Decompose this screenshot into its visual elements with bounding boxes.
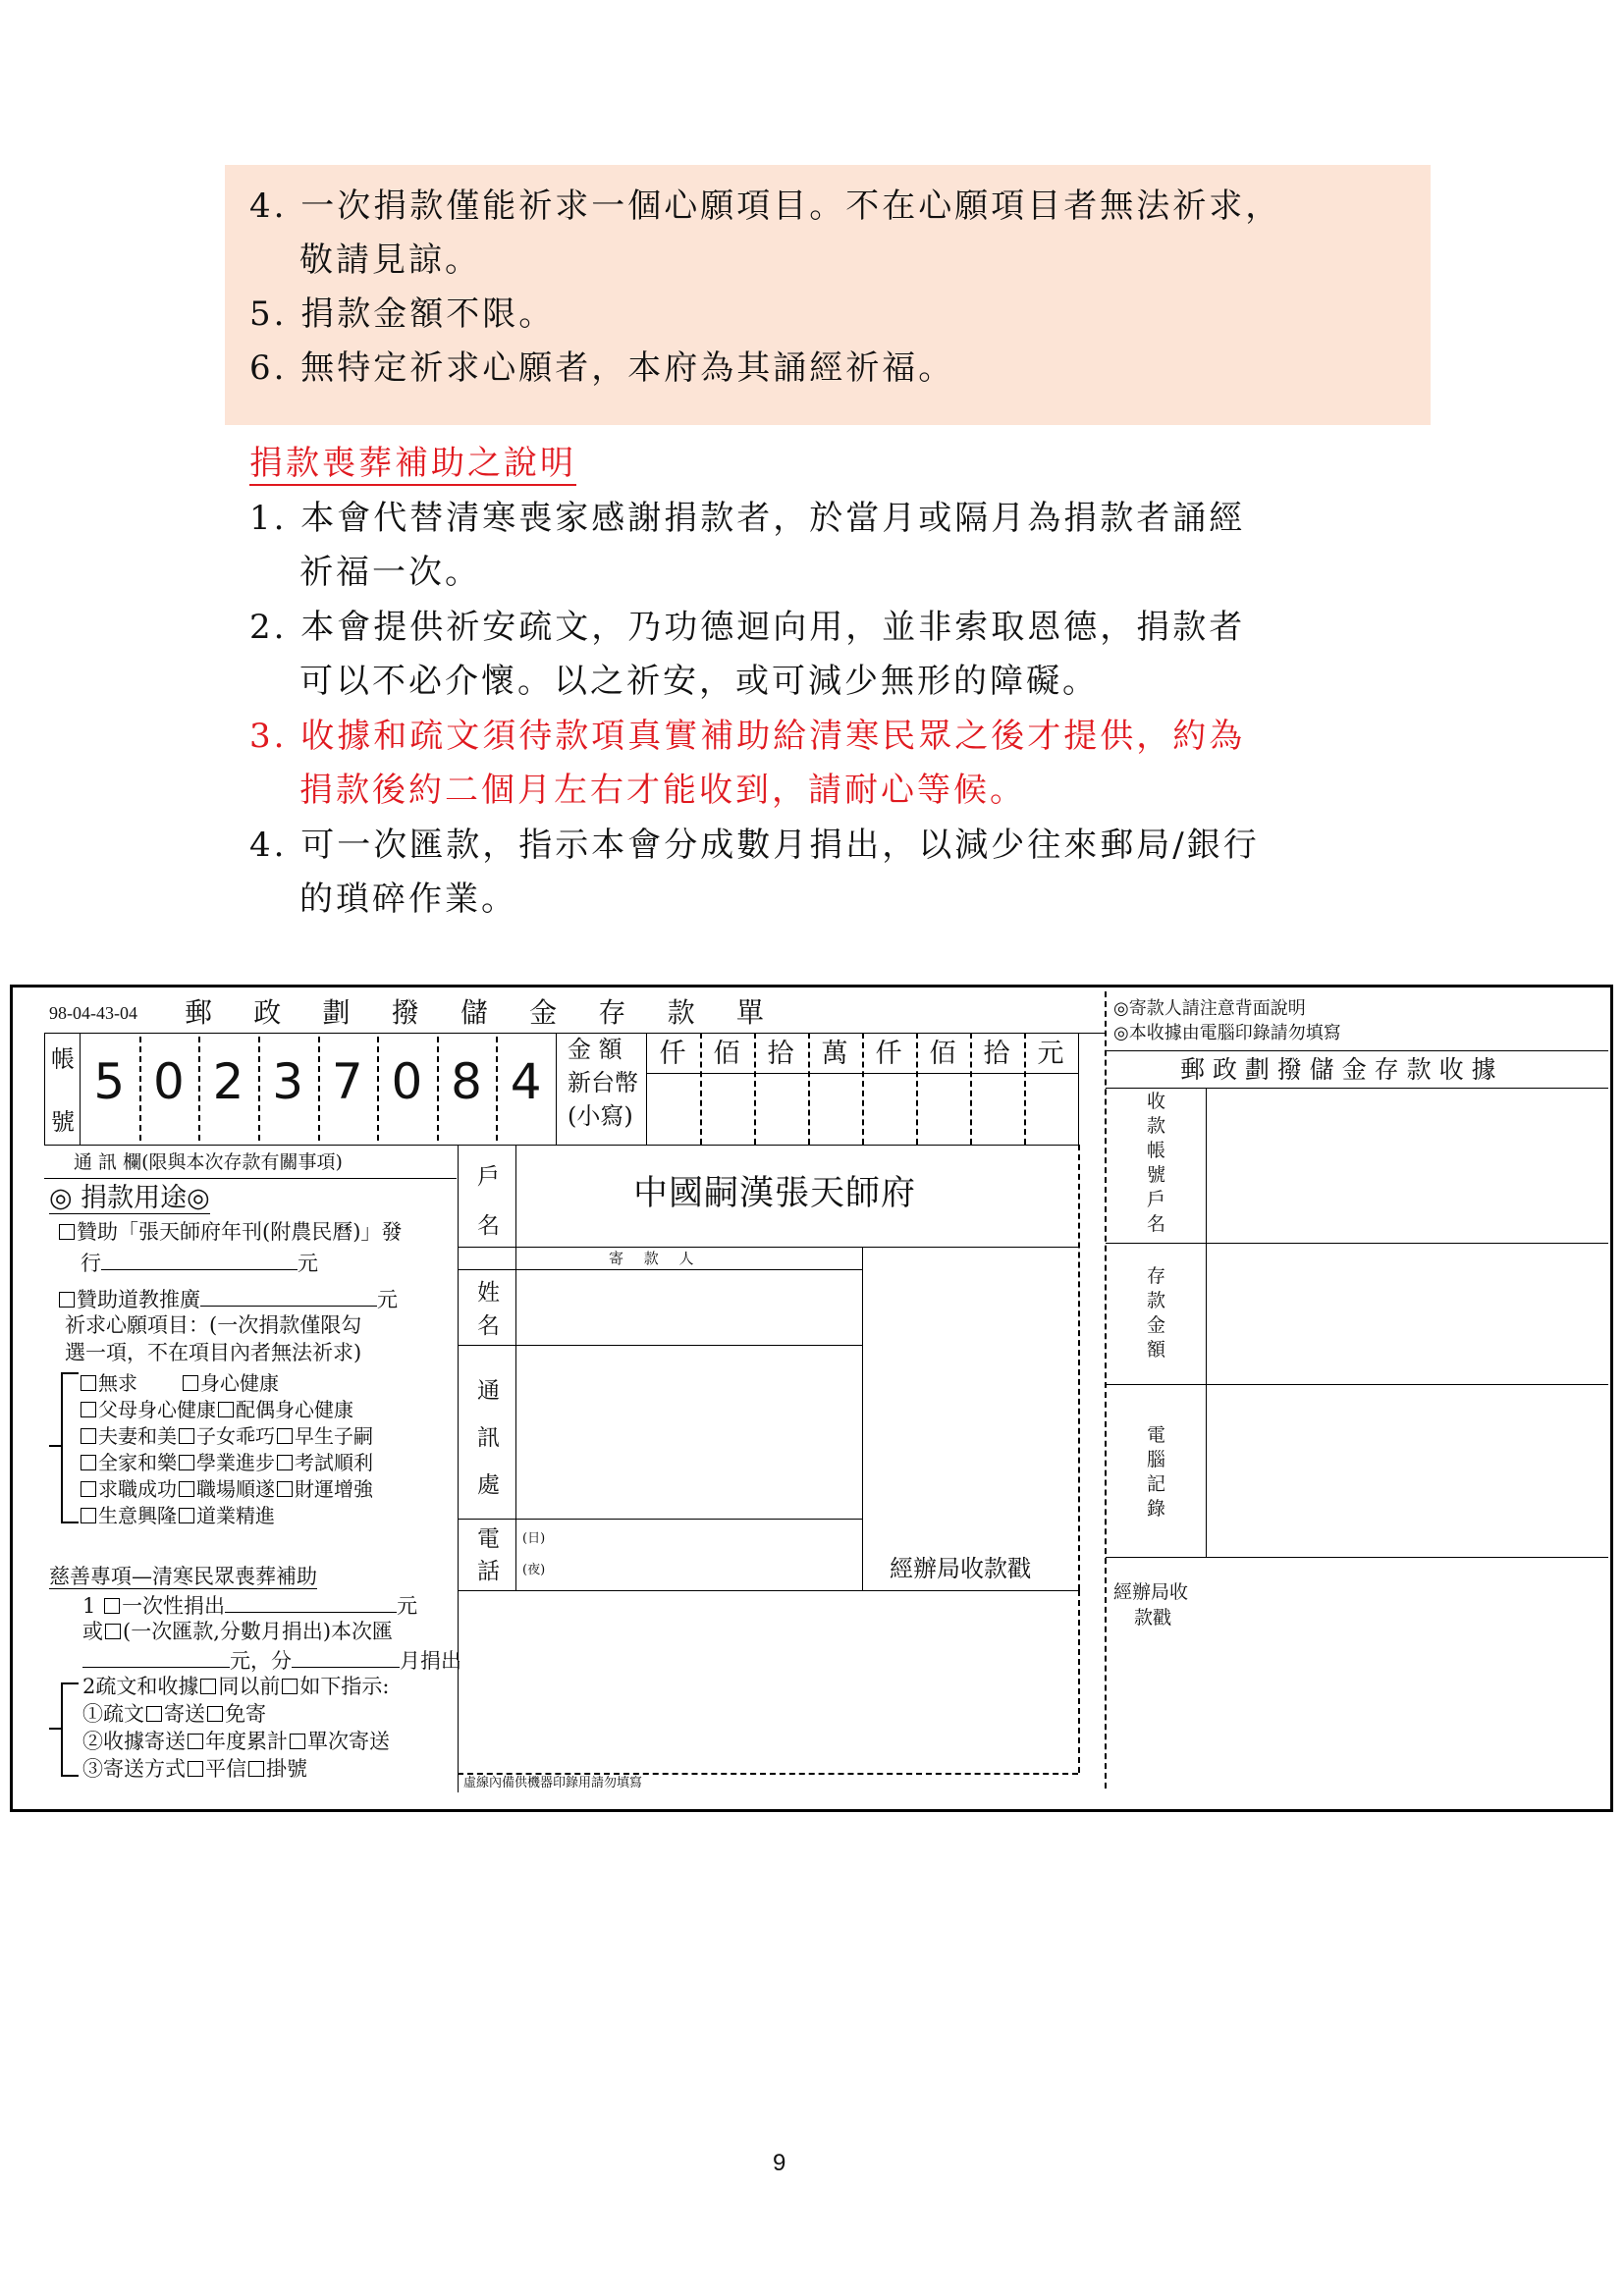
account-digit: 4 — [510, 1053, 542, 1110]
charity-line-6: ②收據寄送 年度累計 單次寄送 — [82, 1730, 390, 1753]
wish-label: 父母身心健康 — [98, 1398, 216, 1421]
wish-row — [79, 1478, 373, 1501]
account-digit: 7 — [331, 1053, 363, 1110]
charity-line-5: ①疏文 寄送 免寄 — [82, 1702, 266, 1726]
receipt-label-char: 名 — [1147, 1213, 1166, 1235]
notes-box — [225, 165, 1431, 425]
account-digit: 0 — [391, 1053, 423, 1110]
form-title-char: 存 — [598, 996, 626, 1029]
wish-checkbox[interactable] — [277, 1455, 293, 1470]
charity-line-7: ③寄送方式 平信 掛號 — [82, 1757, 307, 1781]
receipt-label-char: 記 — [1147, 1473, 1166, 1495]
amount-unit-label: 萬 — [821, 1039, 848, 1069]
payee-name: 中國嗣漢張天師府 — [633, 1174, 917, 1213]
receipt-label-char: 額 — [1147, 1339, 1166, 1361]
memo-header: 通 訊 欄(限與本次存款有關事項) — [74, 1151, 343, 1173]
form-title-char: 劃 — [322, 996, 351, 1029]
amount-unit-label: 佰 — [929, 1039, 956, 1069]
amount-unit-label: 元 — [1037, 1039, 1064, 1069]
checkbox[interactable] — [200, 1679, 216, 1694]
sender-header: 寄 款 人 — [609, 1250, 702, 1267]
section-item-4: 4. 可一次匯款，指示本會分成數月捐出，以減少往來郵局/銀行 — [249, 826, 1260, 865]
amount-currency: 新台幣 — [568, 1069, 638, 1096]
checkbox[interactable] — [207, 1706, 223, 1722]
wish-label: 身心健康 — [200, 1371, 279, 1395]
amount-unit-label: 佰 — [713, 1039, 740, 1069]
checkbox[interactable] — [59, 1292, 75, 1308]
page-number: 9 — [773, 2150, 786, 2176]
checkbox[interactable] — [188, 1761, 203, 1777]
charity-line-3: 元，分 月捐出 — [82, 1647, 461, 1673]
wish-label: 求職成功 — [98, 1477, 177, 1501]
wish-checkbox[interactable] — [183, 1375, 198, 1391]
charity-title: 慈善專項—清寒民眾喪葬補助 — [49, 1565, 317, 1588]
charity-bracket — [61, 1682, 79, 1777]
receipt-note-1: ◎寄款人請注意背面說明 — [1113, 998, 1306, 1019]
receipt-note-2: ◎本收據由電腦印錄請勿填寫 — [1113, 1023, 1341, 1043]
checkbox[interactable] — [248, 1761, 264, 1777]
address-label-2: 訊 — [477, 1425, 500, 1451]
wish-label: 道業精進 — [196, 1504, 275, 1527]
wish-checkbox[interactable] — [81, 1481, 96, 1497]
section-item-4-cont: 的瑣碎作業。 — [299, 880, 517, 919]
wish-label: 職場順遂 — [196, 1477, 275, 1501]
note-item-5: 5. 捐款金額不限。 — [249, 294, 556, 334]
section-item-1-cont: 祈福一次。 — [299, 553, 481, 592]
charity-line-4: 2疏文和收據 同以前 如下指示: — [82, 1675, 390, 1698]
wish-label: 子女乖巧 — [196, 1424, 275, 1448]
wish-note-1: 祈求心願項目：(一次捐款僅限勾 — [65, 1313, 362, 1337]
form-title-char: 政 — [253, 996, 282, 1029]
wish-label: 全家和樂 — [98, 1451, 177, 1474]
receipt-label-char: 款 — [1147, 1115, 1166, 1137]
receipt-label-char: 收 — [1147, 1091, 1166, 1112]
address-label-3: 處 — [477, 1472, 500, 1498]
receipt-label-char: 金 — [1147, 1314, 1166, 1336]
sender-phone-field[interactable] — [550, 1522, 860, 1586]
wish-row — [79, 1425, 373, 1448]
wish-label: 配偶身心健康 — [236, 1398, 353, 1421]
note-item-4-cont: 敬請見諒。 — [299, 240, 481, 280]
wish-bracket — [61, 1372, 79, 1523]
wish-checkbox[interactable] — [277, 1481, 293, 1497]
form-title-char: 金 — [529, 996, 558, 1029]
wish-checkbox[interactable] — [81, 1455, 96, 1470]
wish-label: 學業進步 — [196, 1451, 275, 1474]
wish-row — [79, 1452, 373, 1474]
charity-line-2: 或 (一次匯款,分數月捐出)本次匯 — [82, 1620, 394, 1643]
receipt-label-char: 電 — [1147, 1424, 1166, 1446]
donation-purpose: ◎ 捐款用途◎ — [49, 1183, 210, 1213]
form-title-char: 單 — [735, 996, 764, 1029]
note-item-6: 6. 無特定祈求心願者，本府為其誦經祈福。 — [249, 348, 955, 388]
receipt-title: 郵 政 劃 撥 儲 金 存 款 收 據 — [1180, 1055, 1496, 1084]
form-title-char: 撥 — [391, 996, 419, 1029]
receipt-stamp-1: 經辦局收 — [1113, 1581, 1189, 1603]
receipt-label-char: 錄 — [1147, 1498, 1166, 1520]
section-heading: 捐款喪葬補助之說明 — [249, 443, 576, 486]
phone-label-1: 電 — [477, 1526, 500, 1552]
charity-line-1: 1 一次性捐出 元 — [82, 1594, 418, 1618]
wish-checkbox[interactable] — [179, 1455, 194, 1470]
account-digit: 5 — [93, 1053, 126, 1110]
wish-label: 夫妻和美 — [98, 1424, 177, 1448]
wish-row — [79, 1505, 275, 1527]
amount-unit-label: 仟 — [875, 1039, 902, 1069]
address-label-1: 通 — [477, 1378, 500, 1404]
account-label-bottom: 號 — [51, 1108, 75, 1136]
amount-unit-label: 拾 — [983, 1039, 1010, 1069]
wish-label: 無求 — [98, 1371, 137, 1395]
amount-unit-label: 仟 — [659, 1039, 686, 1069]
checkbox[interactable] — [59, 1224, 75, 1240]
wish-checkbox[interactable] — [179, 1481, 194, 1497]
receipt-label-char: 腦 — [1147, 1449, 1166, 1470]
name-label-2: 名 — [477, 1313, 500, 1339]
checkbox[interactable] — [104, 1598, 120, 1614]
account-digit: 0 — [152, 1053, 185, 1110]
wish-label: 財運增強 — [295, 1477, 373, 1501]
checkbox[interactable] — [146, 1706, 162, 1722]
receipt-label-char: 號 — [1147, 1164, 1166, 1186]
checkbox[interactable] — [105, 1624, 121, 1639]
phone-night-label: (夜) — [522, 1563, 546, 1577]
option-yearbook[interactable]: 贊助「張天師府年刊(附農民曆)」發 — [57, 1220, 402, 1244]
wish-checkbox[interactable] — [81, 1402, 96, 1417]
wish-row — [79, 1399, 353, 1421]
wish-label: 早生子嗣 — [295, 1424, 373, 1448]
receipt-label-char: 存 — [1147, 1265, 1166, 1287]
section-item-3-cont: 捐款後約二個月左右才能收到，請耐心等候。 — [299, 771, 1026, 810]
form-title-char: 郵 — [185, 996, 213, 1029]
account-digit: 8 — [451, 1053, 482, 1110]
wish-checkbox[interactable] — [179, 1428, 194, 1444]
amount-label: 金 額 — [568, 1036, 623, 1063]
phone-day-label: (日) — [522, 1531, 546, 1546]
wish-note-2: 選一項，不在項目內者無法祈求) — [65, 1341, 362, 1364]
wish-checkbox[interactable] — [81, 1508, 96, 1523]
machine-area-note: 虛線內備供機器印錄用請勿填寫 — [463, 1776, 643, 1790]
option-yearbook-amount: 行 元 — [81, 1252, 318, 1275]
checkbox[interactable] — [188, 1734, 203, 1749]
checkbox[interactable] — [282, 1679, 298, 1694]
section-item-2: 2. 本會提供祈安疏文，乃功德迴向用，並非索取恩德，捐款者 — [249, 608, 1246, 647]
form-title — [185, 997, 764, 1029]
account-label-top: 帳 — [51, 1045, 75, 1073]
receipt-label-char: 款 — [1147, 1290, 1166, 1311]
checkbox[interactable] — [290, 1734, 305, 1749]
wish-label: 考試順利 — [295, 1451, 373, 1474]
amount-unit-label: 拾 — [767, 1039, 794, 1069]
account-digit: 3 — [272, 1053, 303, 1110]
postmark-label: 經辦局收款戳 — [890, 1555, 1031, 1582]
amount-small-label: (小寫) — [568, 1102, 633, 1130]
form-title-char: 儲 — [460, 996, 488, 1029]
form-title-char: 款 — [667, 996, 695, 1029]
wish-checkbox[interactable] — [179, 1508, 194, 1523]
section-item-3: 3. 收據和疏文須待款項真實補助給清寒民眾之後才提供，約為 — [249, 717, 1246, 756]
section-item-2-cont: 可以不必介懷。以之祈安，或可減少無形的障礙。 — [299, 662, 1099, 701]
form-code: 98-04-43-04 — [49, 1003, 137, 1023]
payee-label-1: 戶 — [477, 1164, 500, 1190]
wish-checkbox[interactable] — [218, 1402, 234, 1417]
payee-label-2: 名 — [477, 1213, 500, 1239]
phone-label-2: 話 — [477, 1559, 500, 1584]
note-item-4: 4. 一次捐款僅能祈求一個心願項目。不在心願項目者無法祈求， — [249, 187, 1282, 226]
wish-checkbox[interactable] — [81, 1375, 96, 1391]
section-item-1: 1. 本會代替清寒喪家感謝捐款者，於當月或隔月為捐款者誦經 — [249, 499, 1246, 538]
wish-checkbox[interactable] — [277, 1428, 293, 1444]
name-label-1: 姓 — [477, 1280, 500, 1306]
receipt-label-char: 帳 — [1147, 1140, 1166, 1161]
sender-name-field[interactable] — [516, 1270, 861, 1345]
wish-label: 生意興隆 — [98, 1504, 177, 1527]
wish-checkbox[interactable] — [81, 1428, 96, 1444]
account-digit: 2 — [212, 1053, 244, 1110]
receipt-stamp-2: 款戳 — [1134, 1607, 1172, 1629]
option-taoism[interactable]: 贊助道教推廣 元 — [57, 1286, 398, 1311]
sender-address-field[interactable] — [516, 1346, 861, 1519]
wish-row — [79, 1372, 279, 1395]
receipt-label-char: 戶 — [1147, 1189, 1166, 1210]
